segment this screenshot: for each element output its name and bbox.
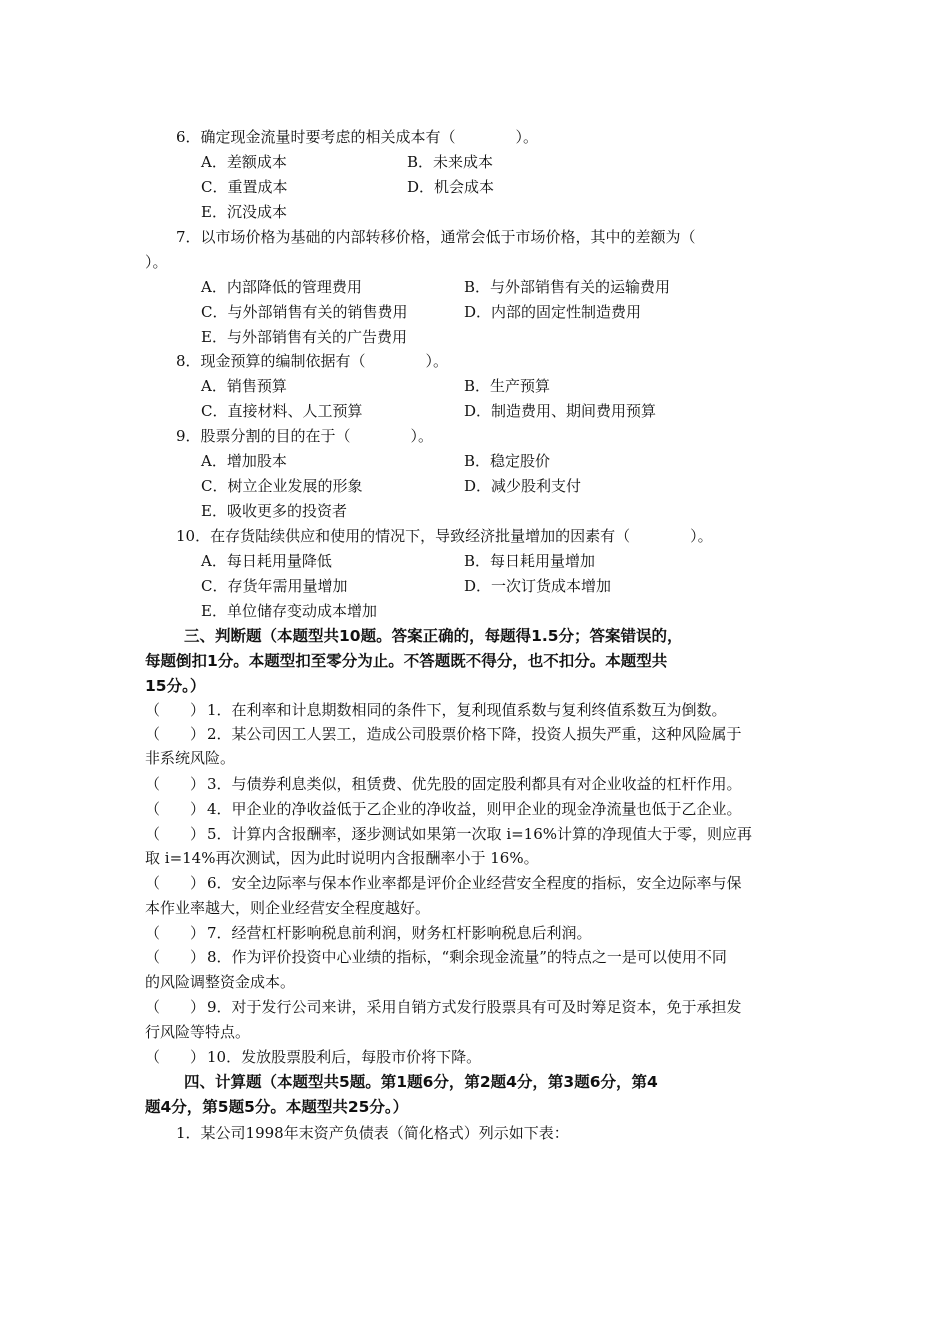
judge-item-6-cont: 本作业率越大，则企业经营安全程度越好。 bbox=[145, 899, 431, 917]
q10-option-e: E．单位储存变动成本增加 bbox=[201, 602, 377, 620]
q6-option-c: C．重置成本 bbox=[201, 178, 288, 196]
question-8-stem: 8．现金预算的编制依据有（ ）。 bbox=[176, 352, 449, 370]
q8-option-b: B．生产预算 bbox=[464, 377, 551, 395]
q10-option-b: B．每日耗用量增加 bbox=[464, 552, 596, 570]
judge-item-9-cont: 行风险等特点。 bbox=[145, 1023, 251, 1041]
answer-blank: （ ） bbox=[145, 775, 206, 793]
section-3-heading-line2: 每题倒扣1分。本题型扣至零分为止。不答题既不得分，也不扣分。本题型共 bbox=[145, 652, 668, 670]
q9-option-e: E．吸收更多的投资者 bbox=[201, 502, 347, 520]
q7-option-d: D．内部的固定性制造费用 bbox=[464, 303, 642, 321]
q8-option-a: A．销售预算 bbox=[201, 377, 287, 395]
judge-text: 5．计算内含报酬率，逐步测试如果第一次取 i=16%计算的净现值大于零，则应再 bbox=[207, 825, 753, 843]
judge-item-5 bbox=[145, 823, 752, 845]
q7-option-e: E．与外部销售有关的广告费用 bbox=[201, 328, 407, 346]
judge-item-4 bbox=[145, 798, 742, 820]
judge-item-10 bbox=[145, 1046, 481, 1068]
judge-item-9 bbox=[145, 996, 742, 1018]
q10-option-c: C．存货年需用量增加 bbox=[201, 577, 348, 595]
calc-question-1: 1．某公司1998年末资产负债表（简化格式）列示如下表： bbox=[176, 1124, 569, 1142]
q6-option-b: B．未来成本 bbox=[407, 153, 494, 171]
judge-text: 9．对于发行公司来讲，采用自销方式发行股票具有可及时筹足资本，免于承担发 bbox=[207, 998, 742, 1016]
answer-blank: （ ） bbox=[145, 800, 206, 818]
answer-blank: （ ） bbox=[145, 998, 206, 1016]
q9-option-d: D．减少股利支付 bbox=[464, 477, 582, 495]
q10-option-a: A．每日耗用量降低 bbox=[201, 552, 332, 570]
section-4-heading-line2: 题4分，第5题5分。本题型共25分。） bbox=[145, 1098, 409, 1116]
judge-item-1 bbox=[145, 699, 727, 721]
answer-blank: （ ） bbox=[145, 924, 206, 942]
judge-item-3 bbox=[145, 773, 742, 795]
q9-option-b: B．稳定股价 bbox=[464, 452, 551, 470]
judge-text: 3．与债券利息类似，租赁费、优先股的固定股利都具有对企业收益的杠杆作用。 bbox=[207, 775, 742, 793]
q10-option-d: D．一次订货成本增加 bbox=[464, 577, 612, 595]
question-10-stem: 10．在存货陆续供应和使用的情况下，导致经济批量增加的因素有（ ）。 bbox=[176, 527, 713, 545]
answer-blank: （ ） bbox=[145, 948, 206, 966]
q7-option-b: B．与外部销售有关的运输费用 bbox=[464, 278, 671, 296]
judge-text: 10．发放股票股利后，每股市价将下降。 bbox=[207, 1048, 482, 1066]
judge-item-8-cont: 的风险调整资金成本。 bbox=[145, 973, 296, 991]
judge-text: 2．某公司因工人罢工，造成公司股票价格下降，投资人损失严重，这种风险属于 bbox=[207, 725, 742, 743]
answer-blank: （ ） bbox=[145, 874, 206, 892]
q8-option-c: C．直接材料、人工预算 bbox=[201, 402, 363, 420]
judge-item-5-cont: 取 i=14%再次测试，因为此时说明内含报酬率小于 16%。 bbox=[145, 849, 539, 867]
q6-option-e: E．沉没成本 bbox=[201, 203, 287, 221]
judge-text: 6．安全边际率与保本作业率都是评价企业经营安全程度的指标，安全边际率与保 bbox=[207, 874, 742, 892]
question-7-stem: 7．以市场价格为基础的内部转移价格，通常会低于市场价格，其中的差额为（ bbox=[176, 228, 696, 246]
answer-blank: （ ） bbox=[145, 1048, 206, 1066]
answer-blank: （ ） bbox=[145, 701, 206, 719]
judge-text: 1．在利率和计息期数相同的条件下，复利现值系数与复利终值系数互为倒数。 bbox=[207, 701, 727, 719]
judge-item-2-cont: 非系统风险。 bbox=[145, 749, 236, 767]
answer-blank: （ ） bbox=[145, 725, 206, 743]
q7-option-c: C．与外部销售有关的销售费用 bbox=[201, 303, 408, 321]
question-6-stem: 6．确定现金流量时要考虑的相关成本有（ ）。 bbox=[176, 128, 539, 146]
section-3-heading-line3: 15分。） bbox=[145, 677, 206, 695]
q7-option-a: A．内部降低的管理费用 bbox=[201, 278, 362, 296]
question-7-stem-cont: ）。 bbox=[145, 253, 168, 271]
judge-item-7 bbox=[145, 922, 592, 944]
judge-text: 4．甲企业的净收益低于乙企业的净收益，则甲企业的现金净流量也低于乙企业。 bbox=[207, 800, 742, 818]
q9-option-c: C．树立企业发展的形象 bbox=[201, 477, 363, 495]
judge-text: 8．作为评价投资中心业绩的指标，“剩余现金流量”的特点之一是可以使用不同 bbox=[207, 948, 727, 966]
section-4-heading-line1: 四、计算题（本题型共5题。第1题6分，第2题4分，第3题6分，第4 bbox=[184, 1073, 658, 1091]
q8-option-d: D．制造费用、期间费用预算 bbox=[464, 402, 657, 420]
section-3-heading-line1: 三、判断题（本题型共10题。答案正确的，每题得1.5分；答案错误的， bbox=[184, 627, 683, 645]
q6-option-d: D．机会成本 bbox=[407, 178, 495, 196]
question-9-stem: 9．股票分割的目的在于（ ）。 bbox=[176, 427, 434, 445]
judge-text: 7．经营杠杆影响税息前利润，财务杠杆影响税息后利润。 bbox=[207, 924, 592, 942]
q6-option-a: A．差额成本 bbox=[201, 153, 287, 171]
judge-item-2 bbox=[145, 723, 742, 745]
answer-blank: （ ） bbox=[145, 825, 206, 843]
judge-item-8 bbox=[145, 946, 727, 968]
q9-option-a: A．增加股本 bbox=[201, 452, 287, 470]
judge-item-6 bbox=[145, 872, 742, 894]
